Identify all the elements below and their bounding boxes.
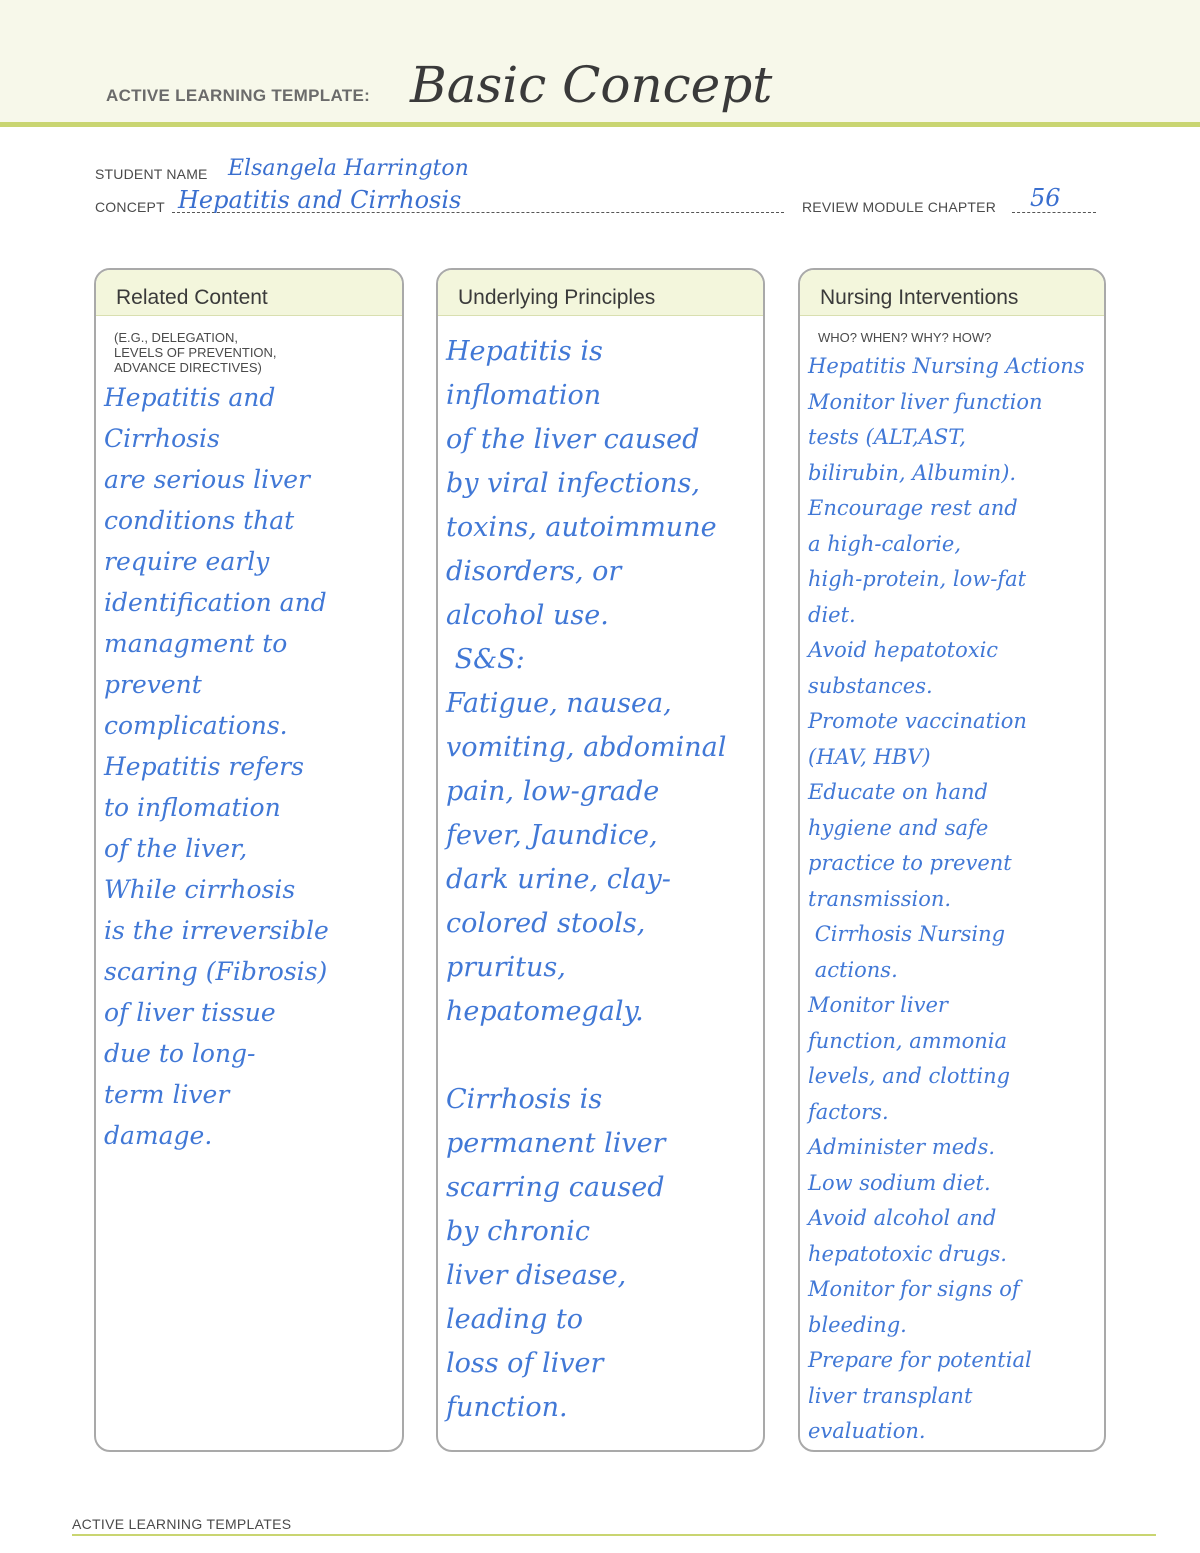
related-content-text[interactable]: Hepatitis and Cirrhosis are serious liver conditions that require early identification and managment to prevent complications. Hepatitis refers to inflomation of the liver, While cirrhosis is the irreversible scaring (Fibrosis) of liver tissue due to long- term liver damage. bbox=[104, 383, 329, 1150]
related-content-title: Related Content bbox=[116, 286, 268, 309]
header-rule bbox=[0, 122, 1200, 127]
concept-label: CONCEPT bbox=[95, 199, 165, 215]
footer-rule bbox=[72, 1534, 1156, 1536]
footer-label: ACTIVE LEARNING TEMPLATES bbox=[72, 1516, 292, 1532]
nursing-interventions-card bbox=[798, 268, 1106, 1452]
underlying-principles-header bbox=[438, 270, 763, 316]
nursing-interventions-text[interactable]: Hepatitis Nursing Actions Monitor liver function tests (ALT,AST, bilirubin, Albumin). Encourage rest and a high-calorie, high-protein, low-fat diet. Avoid hepatotoxic substances. Promote vaccination (HAV, HBV) Educate on hand hygiene and safe practice to prevent transmission. Cirrhosis Nursing actions. Monitor liver function, ammonia levels, and clotting factors. Administer meds. Low sodium diet. Avoid alcohol and hepatotoxic drugs. Monitor for signs of bleeding. Prepare for potential liver transplant evaluation. bbox=[808, 354, 1085, 1443]
student-name-label: STUDENT NAME bbox=[95, 166, 208, 182]
nursing-interventions-header bbox=[800, 270, 1104, 316]
chapter-underline bbox=[1012, 212, 1096, 213]
nursing-interventions-hint: WHO? WHEN? WHY? HOW? bbox=[818, 330, 992, 345]
concept-value[interactable]: Hepatitis and Cirrhosis bbox=[178, 186, 462, 214]
related-content-card bbox=[94, 268, 404, 1452]
nursing-interventions-title: Nursing Interventions bbox=[820, 286, 1019, 309]
chapter-value[interactable]: 56 bbox=[1030, 184, 1061, 212]
template-label: ACTIVE LEARNING TEMPLATE: bbox=[106, 86, 371, 105]
chapter-label: REVIEW MODULE CHAPTER bbox=[802, 199, 996, 215]
underlying-principles-title: Underlying Principles bbox=[458, 286, 656, 309]
underlying-principles-text[interactable]: Hepatitis is inflomation of the liver caused by viral infections, toxins, autoimmune disorders, or alcohol use. S&S: Fatigue, nausea, vomiting, abdominal pain, low-grade fever, Jaundice, dark urine, clay- colored stools, pruritus, hepatomegaly. Cirrhosis is permanent liver scarring caused by chronic liver disease, leading to loss of liver function. bbox=[446, 336, 727, 1423]
related-content-hint: (E.G., DELEGATION, LEVELS OF PREVENTION, ADVANCE DIRECTIVES) bbox=[114, 330, 277, 375]
page-title: Basic Concept bbox=[410, 56, 773, 114]
underlying-principles-card bbox=[436, 268, 765, 1452]
related-content-header bbox=[96, 270, 402, 316]
student-name-value[interactable]: Elsangela Harrington bbox=[228, 156, 469, 181]
